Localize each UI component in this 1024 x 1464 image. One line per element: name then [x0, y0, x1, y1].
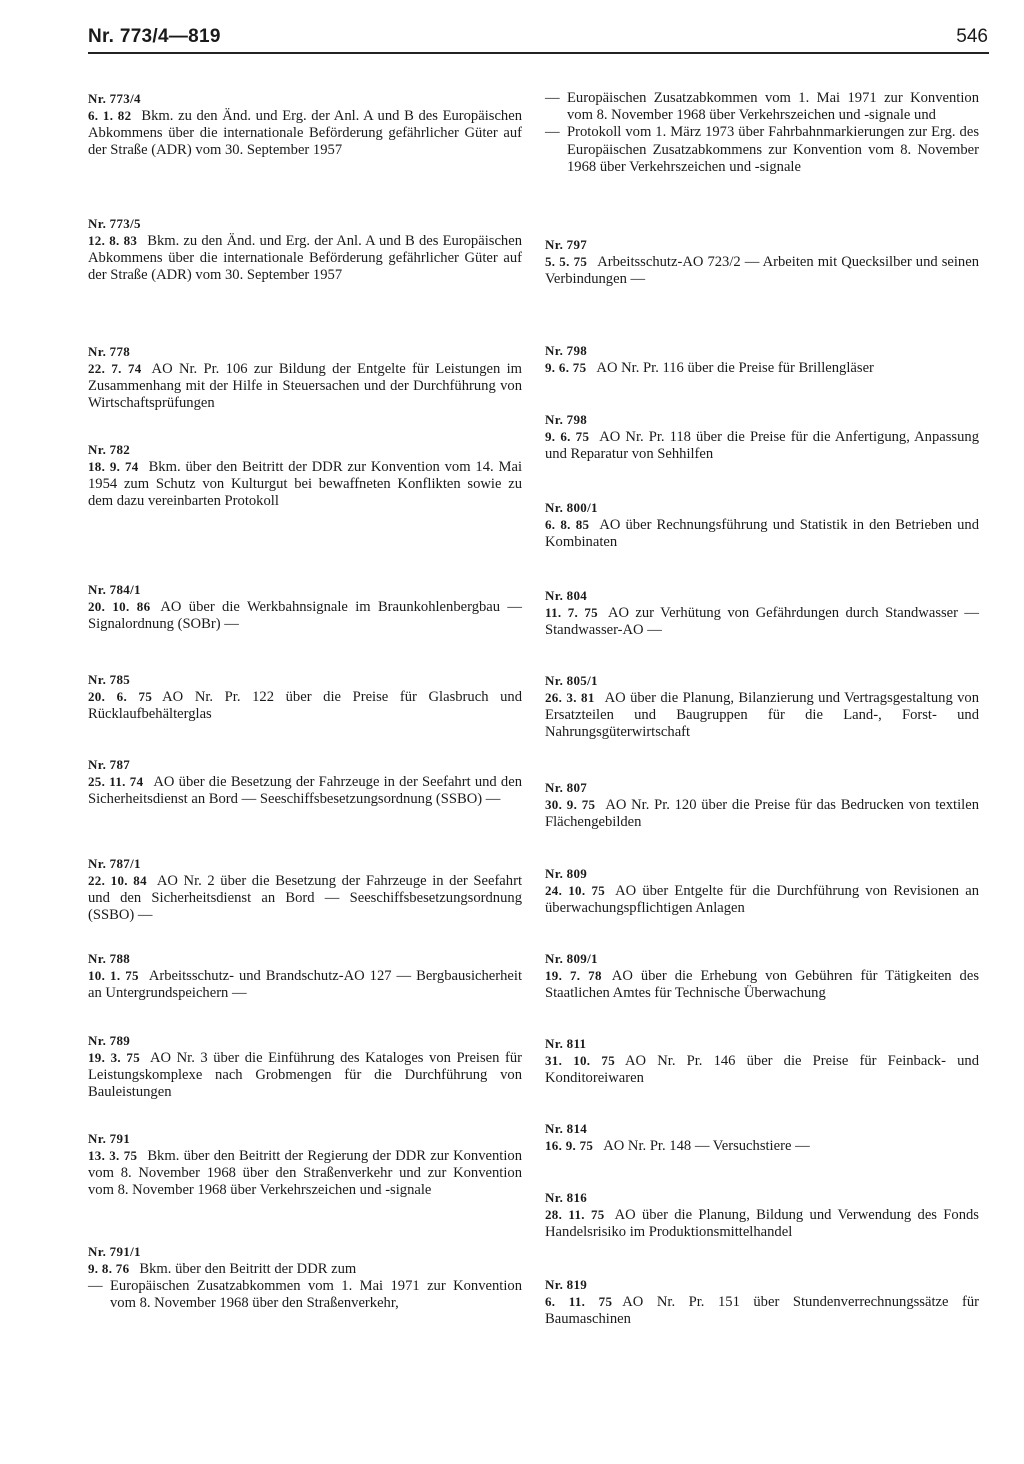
entry-text [545, 516, 979, 551]
entry [545, 866, 979, 917]
entry-title: Bkm. zu den Änd. und Erg. der Anl. A und B des Europäischen Abkommens über die internationale Beförderung gefährlicher Güter auf der Straße (ADR) vom 30. September 1957 [88, 233, 522, 284]
entry [88, 1131, 522, 1200]
entry-text [88, 1147, 522, 1200]
entry-date: 9. 6. 75 [545, 429, 590, 444]
entry-number: Nr. 805/1 [545, 673, 598, 688]
entry-title: AO über die Planung, Bildung und Verwendung des Fonds Handelsrisiko im Produktionsmittelhandel [545, 1207, 979, 1241]
entry-number: Nr. 791/1 [88, 1244, 141, 1259]
entry-date: 11. 7. 75 [545, 605, 598, 620]
entry-text [545, 689, 979, 742]
entry-date: 9. 6. 75 [545, 360, 587, 375]
entry-date: 10. 1. 75 [88, 968, 139, 983]
entry [545, 412, 979, 463]
entry-number: Nr. 784/1 [88, 582, 141, 597]
entry-text [545, 604, 979, 639]
dash-list [545, 90, 979, 176]
entry-text [88, 1260, 522, 1278]
entry-date: 30. 9. 75 [545, 797, 596, 812]
entry-title: AO Nr. Pr. 122 über die Preise für Glasbruch und Rücklaufbehälterglas [88, 689, 522, 723]
entry-number: Nr. 782 [88, 442, 131, 457]
entry-date: 19. 7. 78 [545, 968, 602, 983]
entry-title: Arbeitsschutz-AO 723/2 — Arbeiten mit Quecksilber und seinen Verbindungen — [545, 254, 980, 288]
entry-title: AO Nr. Pr. 151 über Stundenverrechnungssätze für Baumaschinen [545, 1294, 980, 1328]
entry-number: Nr. 807 [545, 780, 588, 795]
entry-text [88, 773, 522, 808]
entry-text [88, 598, 522, 633]
entry-date: 16. 9. 75 [545, 1138, 594, 1153]
entry-number: Nr. 785 [88, 672, 131, 687]
entry-title: Arbeitsschutz- und Brandschutz-AO 127 — Bergbausicherheit an Untergrundspeichern — [88, 968, 522, 1002]
entry-number: Nr. 797 [545, 237, 588, 252]
entry-date: 18. 9. 74 [88, 459, 139, 474]
entry [545, 1036, 979, 1087]
entry-text [545, 967, 979, 1002]
dash-list [88, 1278, 522, 1312]
entry-date: 6. 1. 82 [88, 108, 132, 123]
entry-date: 26. 3. 81 [545, 690, 595, 705]
page-number: 546 [956, 26, 988, 47]
entry-title: Bkm. zu den Änd. und Erg. der Anl. A und B des Europäischen Abkommens über die internationale Beförderung gefährlicher Güter auf der Straße (ADR) vom 30. September 1957 [88, 108, 522, 159]
entry-text [545, 359, 979, 377]
entry-text [88, 458, 522, 511]
entry [545, 237, 979, 288]
entry-number: Nr. 788 [88, 951, 131, 966]
entry-text [88, 967, 522, 1002]
entry [545, 1190, 979, 1241]
entry [88, 856, 522, 925]
entry-date: 6. 11. 75 [545, 1294, 613, 1309]
entry-title: AO über die Besetzung der Fahrzeuge in der Seefahrt und den Sicherheitsdienst an Bord — Seeschiffsbesetzungsordnung (SSBO) — [88, 774, 522, 808]
entry-text [88, 688, 522, 723]
entry-title: AO Nr. Pr. 106 zur Bildung der Entgelte für Leistungen im Zusammenhang mit der Hilfe in Steuersachen und der Durchführung von Wirtschaftsprüfungen [88, 361, 522, 412]
entry-title: AO Nr. Pr. 148 — Versuchstiere — [603, 1138, 810, 1154]
entry-number: Nr. 816 [545, 1190, 588, 1205]
page-range: Nr. 773/4—819 [88, 26, 221, 47]
entry-number: Nr. 789 [88, 1033, 131, 1048]
entry-number: Nr. 809 [545, 866, 588, 881]
list-item: — Europäischen Zusatzabkommen vom 1. Mai 1971 zur Konvention vom 8. November 1968 über den Straßenverkehr, [88, 1278, 522, 1312]
entry-title: Bkm. über den Beitritt der Regierung der DDR zur Konvention vom 8. November 1968 über den Straßenverkehr und zur Konvention vom 8. November 1968 über Verkehrszeichen und -signale [88, 1148, 522, 1199]
entry-number: Nr. 809/1 [545, 951, 598, 966]
entry-number: Nr. 819 [545, 1277, 588, 1292]
entry [88, 672, 522, 723]
list-item: — Europäischen Zusatzabkommen vom 1. Mai 1971 zur Konvention vom 8. November 1968 über Verkehrszeichen und -signale und [545, 90, 979, 124]
entry-title: Bkm. über den Beitritt der DDR zum [139, 1261, 357, 1277]
entry-title: AO über die Werkbahnsignale im Braunkohlenbergbau — Signalordnung (SOBr) — [88, 599, 522, 633]
entry-title: AO über Entgelte für die Durchführung von Revisionen an überwachungspflichtigen Anlagen [545, 883, 979, 917]
entry-text [88, 1049, 522, 1102]
entry [88, 344, 522, 413]
entry-title: AO Nr. 2 über die Besetzung der Fahrzeuge in der Seefahrt und den Sicherheitsdienst an Bord — Seeschiffsbesetzungsordnung (SSBO) — [88, 873, 522, 924]
entry-number: Nr. 800/1 [545, 500, 598, 515]
entry-date: 9. 8. 76 [88, 1261, 130, 1276]
right-column [545, 0, 979, 1464]
entry [88, 1244, 522, 1313]
entry [545, 343, 979, 377]
entry-date: 13. 3. 75 [88, 1148, 138, 1163]
entry-title: AO Nr. Pr. 146 über die Preise für Feinback- und Konditoreiwaren [545, 1053, 980, 1087]
left-column [88, 0, 522, 1464]
entry-date: 25. 11. 74 [88, 774, 144, 789]
entry-text [545, 428, 979, 463]
entry-text [88, 107, 522, 160]
list-item: — Protokoll vom 1. März 1973 über Fahrbahnmarkierungen zur Erg. des Europäischen Zusatzabkommens zur Konvention vom 8. November 1968 über Verkehrszeichen und -signale [545, 124, 979, 176]
entry [88, 582, 522, 633]
entry [545, 500, 979, 551]
entry [88, 442, 522, 511]
entry-number: Nr. 791 [88, 1131, 131, 1146]
entry-number: Nr. 773/5 [88, 216, 141, 231]
entry-date: 28. 11. 75 [545, 1207, 605, 1222]
entry [545, 588, 979, 639]
entry-number: Nr. 787/1 [88, 856, 141, 871]
entry-title: AO über Rechnungsführung und Statistik in den Betrieben und Kombinaten [545, 517, 979, 551]
entry [88, 1033, 522, 1102]
entry-number: Nr. 811 [545, 1036, 587, 1051]
entry [545, 951, 979, 1002]
entry-text [88, 232, 522, 285]
entry [88, 91, 522, 160]
entry-text [545, 1293, 979, 1328]
entry [545, 1277, 979, 1328]
entry-title: AO über die Erhebung von Gebühren für Tätigkeiten des Staatlichen Amtes für Technische Überwachung [545, 968, 980, 1002]
entry-date: 12. 8. 83 [88, 233, 138, 248]
entry-date: 6. 8. 85 [545, 517, 590, 532]
entry-title: Bkm. über den Beitritt der DDR zur Konvention vom 14. Mai 1954 zum Schutz von Kulturgut bei bewaffneten Konflikten sowie zu dem dazu vereinbarten Protokoll [88, 459, 522, 510]
entry [545, 780, 979, 831]
entry-number: Nr. 798 [545, 412, 588, 427]
entry-text [545, 882, 979, 917]
entry [88, 951, 522, 1002]
entry [88, 216, 522, 285]
entry-number: Nr. 798 [545, 343, 588, 358]
entry [88, 757, 522, 808]
entry-number: Nr. 787 [88, 757, 131, 772]
entry-date: 20. 10. 86 [88, 599, 151, 614]
entry [545, 1121, 979, 1155]
entry-date: 19. 3. 75 [88, 1050, 140, 1065]
entry-text [545, 253, 979, 288]
entry-text [88, 872, 522, 925]
entry-text [545, 1206, 979, 1241]
entry-number: Nr. 804 [545, 588, 588, 603]
entry-title: AO Nr. Pr. 120 über die Preise für das Bedrucken von textilen Flächengebilden [545, 797, 979, 831]
entry-date: 22. 10. 84 [88, 873, 147, 888]
entry-date: 5. 5. 75 [545, 254, 588, 269]
entry-title: AO zur Verhütung von Gefährdungen durch Standwasser — Standwasser-AO — [545, 605, 979, 639]
entry-date: 24. 10. 75 [545, 883, 606, 898]
entry-number: Nr. 814 [545, 1121, 588, 1136]
entry-title: AO Nr. Pr. 116 über die Preise für Brillengläser [596, 360, 874, 376]
entry [545, 673, 979, 742]
entry-date: 22. 7. 74 [88, 361, 142, 376]
entry-text [545, 1137, 979, 1155]
entry-number: Nr. 778 [88, 344, 131, 359]
entry-title: AO Nr. Pr. 118 über die Preise für die Anfertigung, Anpassung und Reparatur von Sehhilfen [545, 429, 979, 463]
entry-title: AO über die Planung, Bilanzierung und Vertragsgestaltung von Ersatzteilen und Baugruppen für die Land-, Forst- und Nahrungsgüterwirtschaft [545, 690, 980, 741]
entry-number: Nr. 773/4 [88, 91, 141, 106]
continuation-block [545, 90, 979, 176]
entry-text [545, 796, 979, 831]
entry-date: 31. 10. 75 [545, 1053, 615, 1068]
entry-title: AO Nr. 3 über die Einführung des Kataloges von Preisen für Leistungskomplexe nach Grobmengen für die Durchführung von Bauleistungen [88, 1050, 522, 1101]
entry-text [545, 1052, 979, 1087]
entry-date: 20. 6. 75 [88, 689, 153, 704]
entry-text [88, 360, 522, 413]
